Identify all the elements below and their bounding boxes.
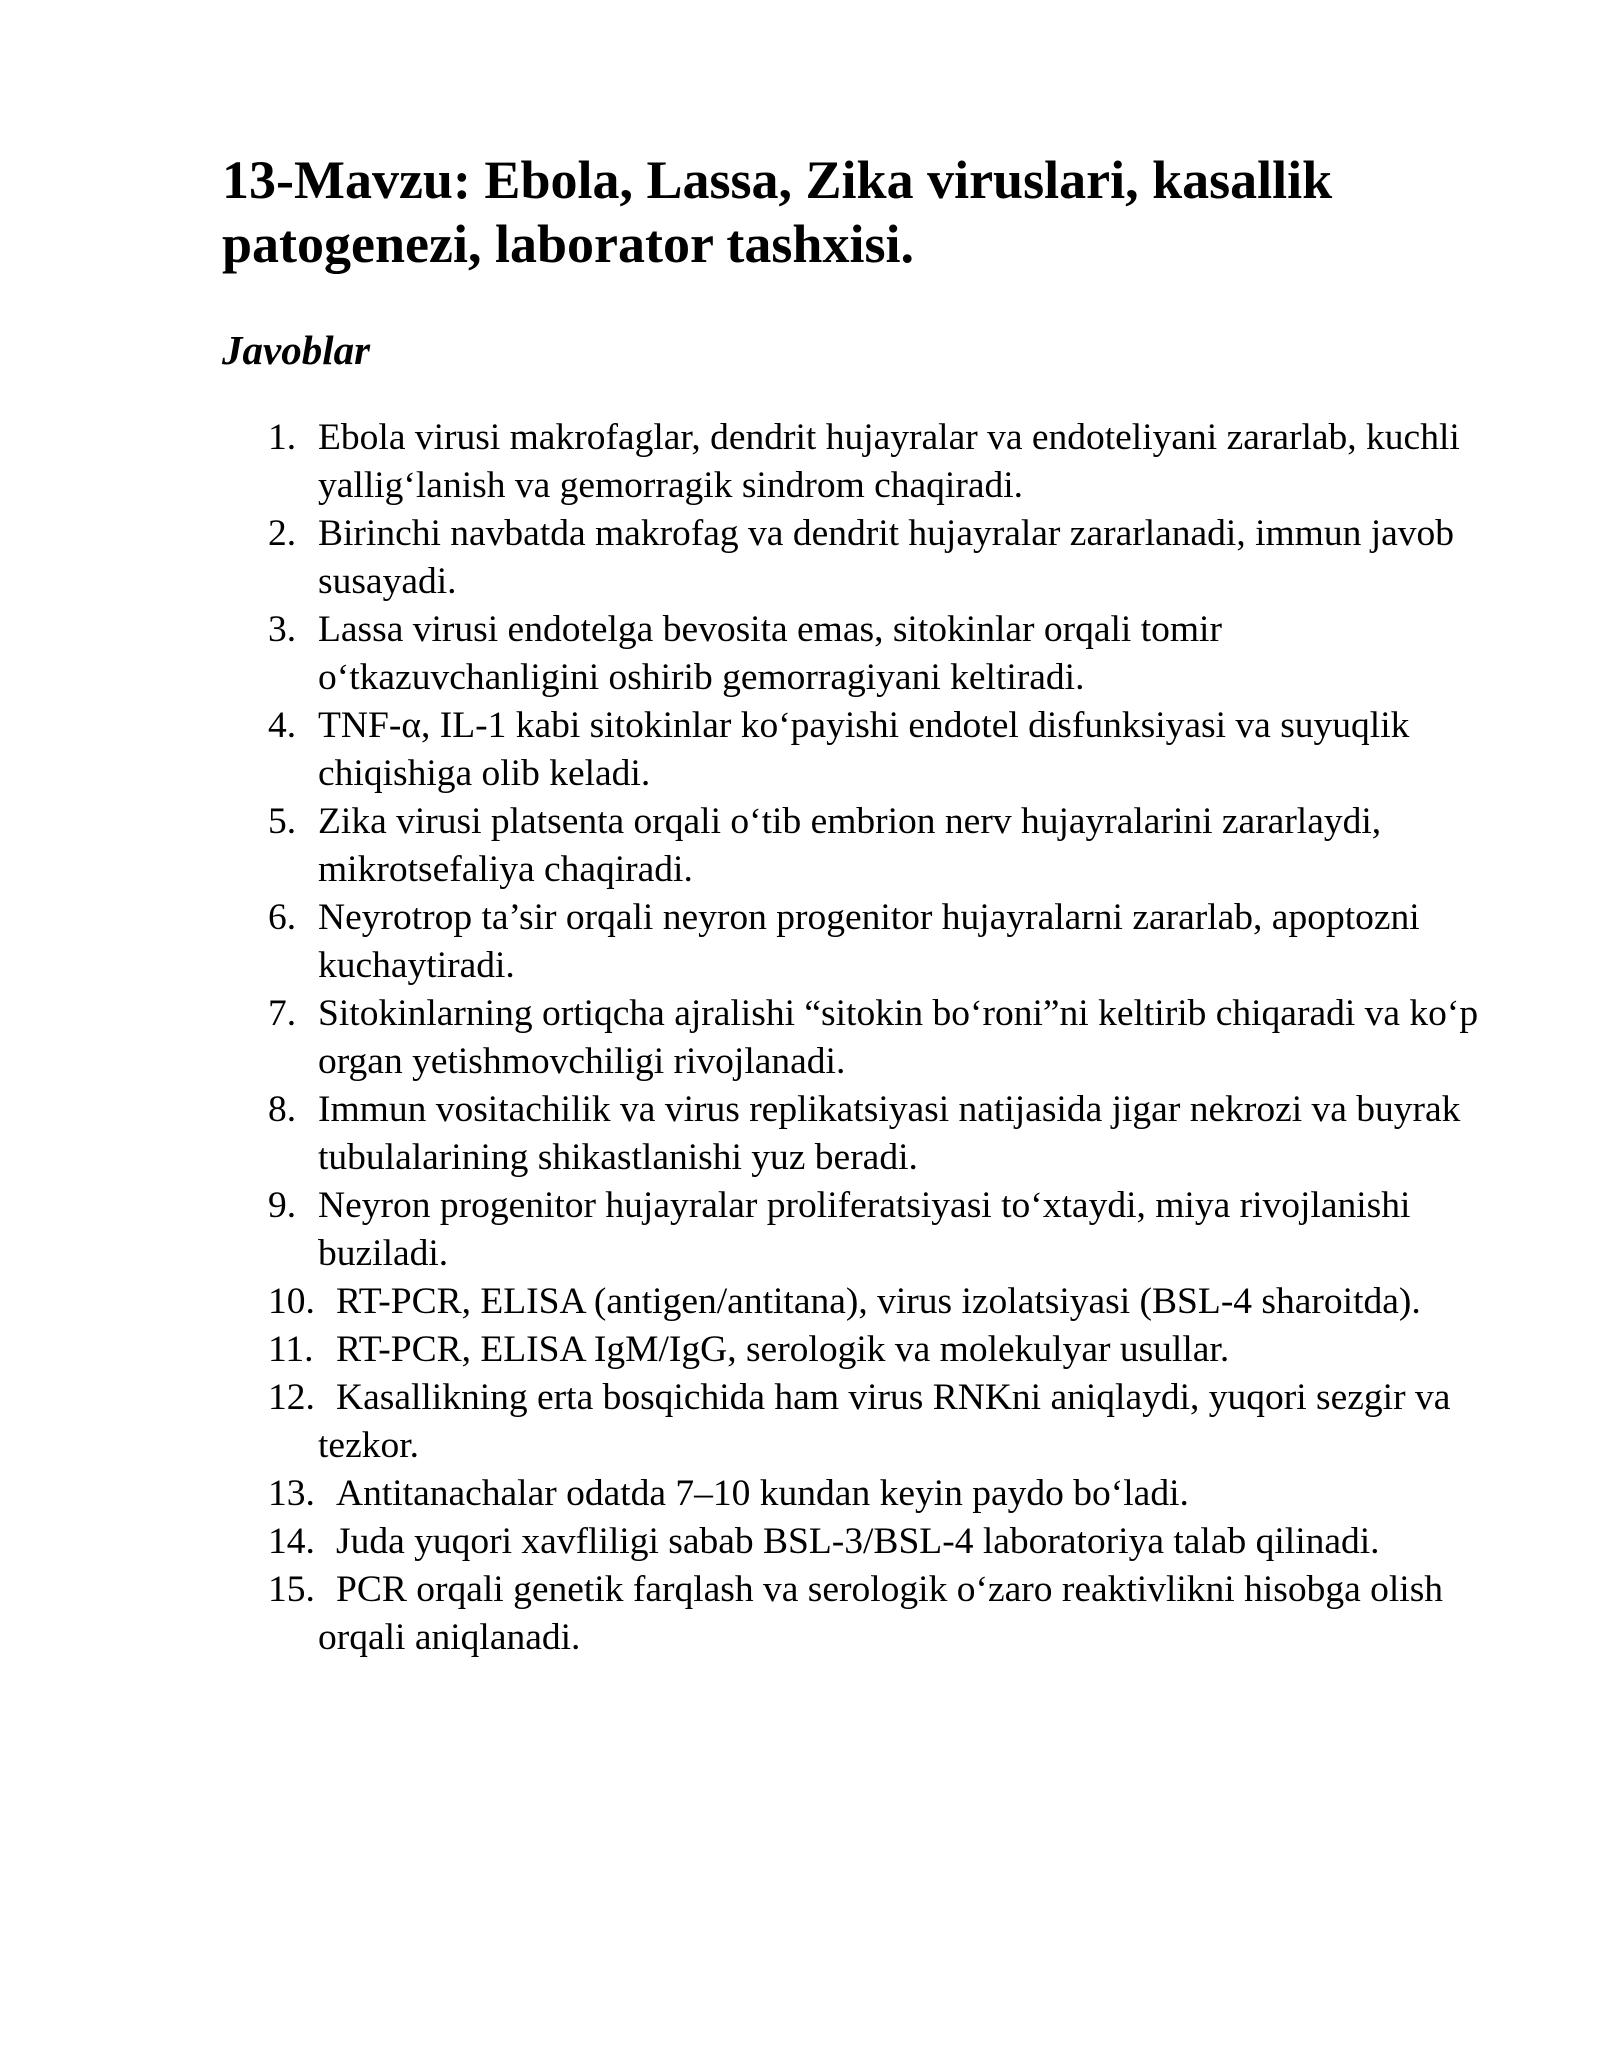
list-item bbox=[222, 990, 1492, 1086]
list-item-number: 10. bbox=[268, 1281, 315, 1322]
list-item-number: 13. bbox=[268, 1473, 315, 1514]
list-item-number: 5. bbox=[268, 801, 297, 842]
list-item-number: 8. bbox=[268, 1089, 297, 1130]
list-item bbox=[222, 1182, 1492, 1278]
list-item-text: PCR orqali genetik farqlash va serologik o‘zaro reaktivlikni hisobga olish orqali aniqlanadi. bbox=[318, 1569, 1444, 1658]
answers-list bbox=[222, 414, 1492, 1662]
list-item bbox=[222, 1470, 1492, 1518]
list-item bbox=[222, 1278, 1492, 1326]
list-item-text: Birinchi navbatda makrofag va dendrit hujayralar zararlanadi, immun javob susayadi. bbox=[318, 513, 1455, 602]
list-item-text: Antitanachalar odatda 7–10 kundan keyin paydo bo‘ladi. bbox=[336, 1473, 1189, 1514]
list-item-text: TNF-α, IL-1 kabi sitokinlar ko‘payishi endotel disfunksiyasi va suyuqlik chiqishiga olib keladi. bbox=[318, 705, 1410, 794]
list-item bbox=[222, 894, 1492, 990]
list-item-number: 11. bbox=[268, 1329, 314, 1370]
list-item-text: RT-PCR, ELISA (antigen/antitana), virus izolatsiyasi (BSL-4 sharoitda). bbox=[336, 1281, 1421, 1322]
list-item bbox=[222, 798, 1492, 894]
list-item-text: Zika virusi platsenta orqali o‘tib embrion nerv hujayralarini zararlaydi, mikrotsefaliya chaqiradi. bbox=[318, 801, 1382, 890]
list-item-number: 14. bbox=[268, 1521, 315, 1562]
list-item-text: Lassa virusi endotelga bevosita emas, sitokinlar orqali tomir o‘tkazuvchanligini oshirib gemorragiyani keltiradi. bbox=[318, 609, 1222, 698]
list-item bbox=[222, 1326, 1492, 1374]
list-item bbox=[222, 606, 1492, 702]
list-item bbox=[222, 414, 1492, 510]
list-item-number: 7. bbox=[268, 993, 297, 1034]
list-item-text: Sitokinlarning ortiqcha ajralishi “sitokin bo‘roni”ni keltirib chiqaradi va ko‘p organ yetishmovchiligi rivojlanadi. bbox=[318, 993, 1479, 1082]
list-item bbox=[222, 1518, 1492, 1566]
list-item-number: 12. bbox=[268, 1377, 315, 1418]
section-heading: Javoblar bbox=[222, 327, 371, 373]
list-item bbox=[222, 1086, 1492, 1182]
list-item bbox=[222, 510, 1492, 606]
list-item-text: Juda yuqori xavfliligi sabab BSL-3/BSL-4 laboratoriya talab qilinadi. bbox=[336, 1521, 1380, 1562]
list-item bbox=[222, 1566, 1492, 1662]
list-item-text: Neyrotrop ta’sir orqali neyron progenitor hujayralarni zararlab, apoptozni kuchaytiradi. bbox=[318, 897, 1420, 986]
list-item-text: RT-PCR, ELISA IgM/IgG, serologik va molekulyar usullar. bbox=[336, 1329, 1230, 1370]
list-item-number: 3. bbox=[268, 609, 297, 650]
document-page bbox=[222, 148, 1492, 1662]
list-item-number: 1. bbox=[268, 417, 297, 458]
list-item-number: 4. bbox=[268, 705, 297, 746]
list-item-number: 2. bbox=[268, 513, 297, 554]
list-item-text: Neyron progenitor hujayralar proliferatsiyasi to‘xtaydi, miya rivojlanishi buziladi. bbox=[318, 1185, 1411, 1274]
list-item-number: 15. bbox=[268, 1569, 315, 1610]
list-item-text: Kasallikning erta bosqichida ham virus RNKni aniqlaydi, yuqori sezgir va tezkor. bbox=[318, 1377, 1451, 1466]
list-item bbox=[222, 1374, 1492, 1470]
document-title: 13-Mavzu: Ebola, Lassa, Zika viruslari, kasallik patogenezi, laborator tashxisi. bbox=[222, 150, 1333, 274]
list-item bbox=[222, 702, 1492, 798]
list-item-text: Immun vositachilik va virus replikatsiyasi natijasida jigar nekrozi va buyrak tubulalarining shikastlanishi yuz beradi. bbox=[318, 1089, 1461, 1178]
list-item-text: Ebola virusi makrofaglar, dendrit hujayralar va endoteliyani zararlab, kuchli yallig‘lanish va gemorragik sindrom chaqiradi. bbox=[318, 417, 1460, 506]
list-item-number: 6. bbox=[268, 897, 297, 938]
list-item-number: 9. bbox=[268, 1185, 297, 1226]
